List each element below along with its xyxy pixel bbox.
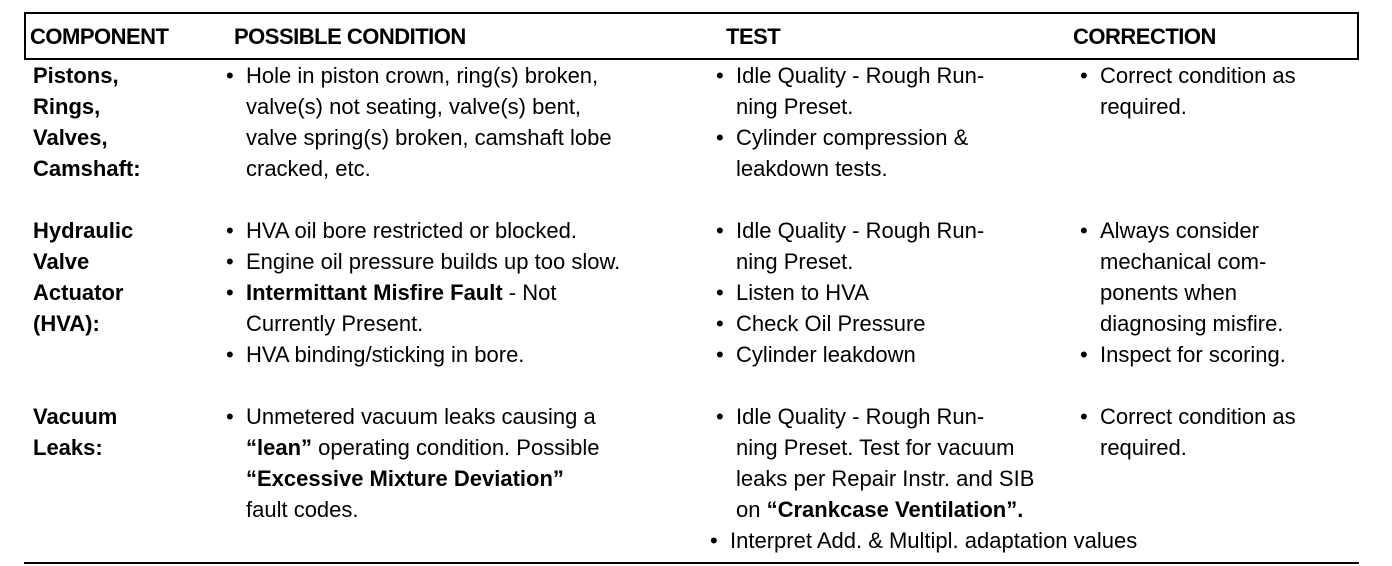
component-cell bbox=[33, 60, 141, 184]
test-item: • Cylinder leakdown bbox=[714, 339, 984, 370]
condition-cell bbox=[224, 60, 612, 184]
test-item: • Interpret Add. & Multipl. adaptation values bbox=[708, 525, 1137, 556]
correction-item: • Correct condition as required. bbox=[1078, 60, 1296, 122]
condition-item: • Hole in piston crown, ring(s) broken, valve(s) not seating, valve(s) bent, valve spring(s) broken, camshaft lobe cracked, etc. bbox=[224, 60, 612, 184]
header-correction: CORRECTION bbox=[1073, 24, 1216, 49]
test-item: • Listen to HVA bbox=[714, 277, 984, 308]
condition-cell bbox=[224, 215, 620, 370]
component-line: Valves, bbox=[33, 125, 108, 150]
header-test: TEST bbox=[726, 24, 781, 49]
condition-item: • Engine oil pressure builds up too slow. bbox=[224, 246, 620, 277]
component-cell bbox=[33, 401, 117, 463]
condition-item: • Unmetered vacuum leaks causing a “lean” operating condition. Possible “Excessive Mixture Deviation” fault codes. bbox=[224, 401, 599, 525]
component-line: Valve bbox=[33, 249, 90, 274]
component-line: (HVA): bbox=[33, 311, 100, 336]
test-extra-cell bbox=[708, 525, 1137, 556]
test-cell bbox=[714, 60, 984, 184]
table-header bbox=[24, 12, 1359, 60]
correction-cell bbox=[1078, 215, 1286, 370]
component-line: Rings, bbox=[33, 94, 101, 119]
bottom-rule bbox=[24, 562, 1359, 564]
test-item: • Idle Quality - Rough Run- ning Preset. bbox=[714, 215, 984, 277]
condition-cell bbox=[224, 401, 599, 525]
test-item: • Cylinder compression & leakdown tests. bbox=[714, 122, 984, 184]
component-line: Camshaft: bbox=[33, 156, 141, 181]
test-cell bbox=[714, 215, 984, 370]
test-item: • Idle Quality - Rough Run- ning Preset. bbox=[714, 60, 984, 122]
correction-item: • Always consider mechanical com- ponents when diagnosing misfire. bbox=[1078, 215, 1286, 339]
test-cell bbox=[714, 401, 1034, 525]
correction-item: • Inspect for scoring. bbox=[1078, 339, 1286, 370]
component-line: Hydraulic bbox=[33, 218, 134, 243]
condition-item: • HVA binding/sticking in bore. bbox=[224, 339, 620, 370]
header-component: COMPONENT bbox=[30, 24, 169, 49]
component-line: Pistons, bbox=[33, 63, 119, 88]
correction-cell bbox=[1078, 60, 1296, 122]
test-item: • Idle Quality - Rough Run- ning Preset. Test for vacuum leaks per Repair Instr. and SIB on “Crankcase Ventilation”. bbox=[714, 401, 1034, 525]
test-item: • Check Oil Pressure bbox=[714, 308, 984, 339]
component-line: Vacuum bbox=[33, 404, 118, 429]
component-cell bbox=[33, 215, 133, 339]
correction-cell bbox=[1078, 401, 1296, 463]
component-line: Leaks: bbox=[33, 435, 103, 460]
condition-item: • Intermittant Misfire Fault - Not Currently Present. bbox=[224, 277, 620, 339]
correction-item: • Correct condition as required. bbox=[1078, 401, 1296, 463]
condition-item: • HVA oil bore restricted or blocked. bbox=[224, 215, 620, 246]
header-condition: POSSIBLE CONDITION bbox=[234, 24, 466, 49]
component-line: Actuator bbox=[33, 280, 124, 305]
